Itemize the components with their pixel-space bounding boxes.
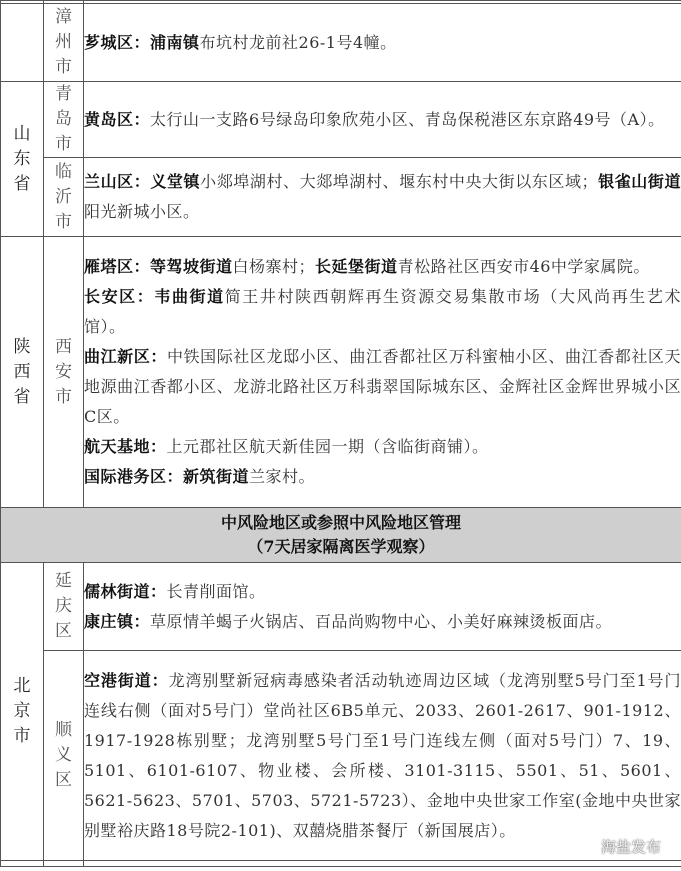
area-entry <box>84 607 681 637</box>
medium-risk-banner <box>1 508 681 563</box>
location-text: 草原情羊蝎子火锅店、百品尚购物中心、小美好麻辣烫板面店。 <box>150 611 613 631</box>
district-name: 国际港务区： <box>84 467 184 486</box>
district-name: 空港街道： <box>84 670 169 690</box>
location-text: 简王井村陕西朝辉再生资源交易集散市场（大风尚再生艺术馆）。 <box>84 287 681 336</box>
street-name: 银雀山街道 <box>598 172 681 191</box>
area-list <box>84 651 681 861</box>
bottom-stub-city <box>44 861 84 867</box>
area-list <box>84 563 681 651</box>
city-cell-xian: 西安市 <box>44 237 84 508</box>
location-text: 太行山一支路6号绿岛印象欣苑小区、青岛保税港区东京路49号（A）。 <box>150 109 665 129</box>
area-list <box>84 82 681 158</box>
street-name: 新筑街道 <box>183 467 250 486</box>
district-name: 康庄镇： <box>84 611 151 631</box>
street-name: 韦曲街道 <box>154 287 225 306</box>
district-name: 芗城区： <box>84 32 151 52</box>
city-cell-linyi: 临沂市 <box>44 158 84 237</box>
district-name: 雁塔区： <box>84 257 151 276</box>
city-cell-shunyi: 顺义区 <box>44 651 84 861</box>
watermark-text: 海盐发布 <box>600 838 661 856</box>
banner-title: 中风险地区或参照中风险地区管理 <box>220 513 461 532</box>
banner-subtitle: （7天居家隔离医学观察） <box>247 537 435 556</box>
street-name: 浦南镇 <box>150 32 200 52</box>
area-list <box>84 237 681 508</box>
province-cell-shaanxi: 陕西省 <box>1 237 44 508</box>
area-list <box>84 4 681 82</box>
location-text: 中铁国际社区龙邸小区、曲江香都社区万科蜜柚小区、曲江香都社区天地源曲江香都小区、龙游北路社区万科翡翠国际城东区、金辉社区金辉世界城小区C区。 <box>84 347 681 426</box>
location-text: 长青削面馆。 <box>166 581 266 601</box>
location-text: 小郯埠湖村、大郯埠湖村、堰东村中央大街以东区域； <box>200 172 599 191</box>
street-name: 等驾坡街道 <box>150 257 233 276</box>
location-text: 上元郡社区航天新佳园一期（含临街商铺）。 <box>166 437 489 456</box>
watermark <box>571 836 661 857</box>
district-name: 儒林街道： <box>84 581 167 601</box>
wechat-icon <box>571 837 595 857</box>
bottom-stub-prov <box>1 861 44 867</box>
province-cell-beijing: 北京市 <box>1 563 44 861</box>
street-name: 长延堡街道 <box>315 257 398 276</box>
city-cell-zhangzhou: 漳州市 <box>44 4 84 82</box>
province-cell-fujian <box>1 4 44 82</box>
area-entry <box>84 577 681 607</box>
bottom-stub-content <box>84 861 681 867</box>
area-entry <box>84 167 681 227</box>
district-name: 黄岛区： <box>84 109 151 129</box>
district-name: 长安区： <box>84 287 155 306</box>
area-entry <box>84 28 681 58</box>
area-entry <box>84 282 681 342</box>
province-cell-shandong: 山东省 <box>1 82 44 237</box>
area-entry <box>84 666 681 846</box>
area-entry <box>84 252 681 282</box>
district-name: 兰山区： <box>84 172 151 191</box>
area-entry <box>84 462 681 492</box>
district-name: 曲江新区： <box>84 347 167 366</box>
district-name: 航天基地： <box>84 437 167 456</box>
location-text: 兰家村。 <box>249 467 316 486</box>
area-list <box>84 158 681 237</box>
area-entry <box>84 432 681 462</box>
street-name: 义堂镇 <box>150 172 201 191</box>
city-cell-qingdao: 青岛市 <box>44 82 84 158</box>
location-text: 布坑村龙前社26-1号4幢。 <box>199 32 397 52</box>
city-cell-yanqing: 延庆区 <box>44 563 84 651</box>
location-text: 龙湾别墅新冠病毒感染者活动轨迹周边区域（龙湾别墅5号门至1号门连线右侧（面对5号门）堂尚社区6B5单元、2033、2601-2617、901-1912、1917-1928栋别墅；龙湾别墅5号门至1号门连线左侧（面对5号门）7、19、5101、6101-6107、物业楼、会所楼、3101-3115、5501、51、5601、5621-5623、5701、5703、5721-5723）、金地中央世家工作室(金地中央世家别墅裕庆路18号院2-101)、双囍烧腊茶餐厅（新国展店）。 <box>84 670 681 840</box>
area-entry <box>84 342 681 432</box>
location-text: 青松路社区西安市46中学家属院。 <box>397 257 650 276</box>
location-text: 阳光新城小区。 <box>84 202 200 221</box>
area-entry <box>84 105 681 135</box>
location-text: 白杨寨村； <box>232 257 316 276</box>
